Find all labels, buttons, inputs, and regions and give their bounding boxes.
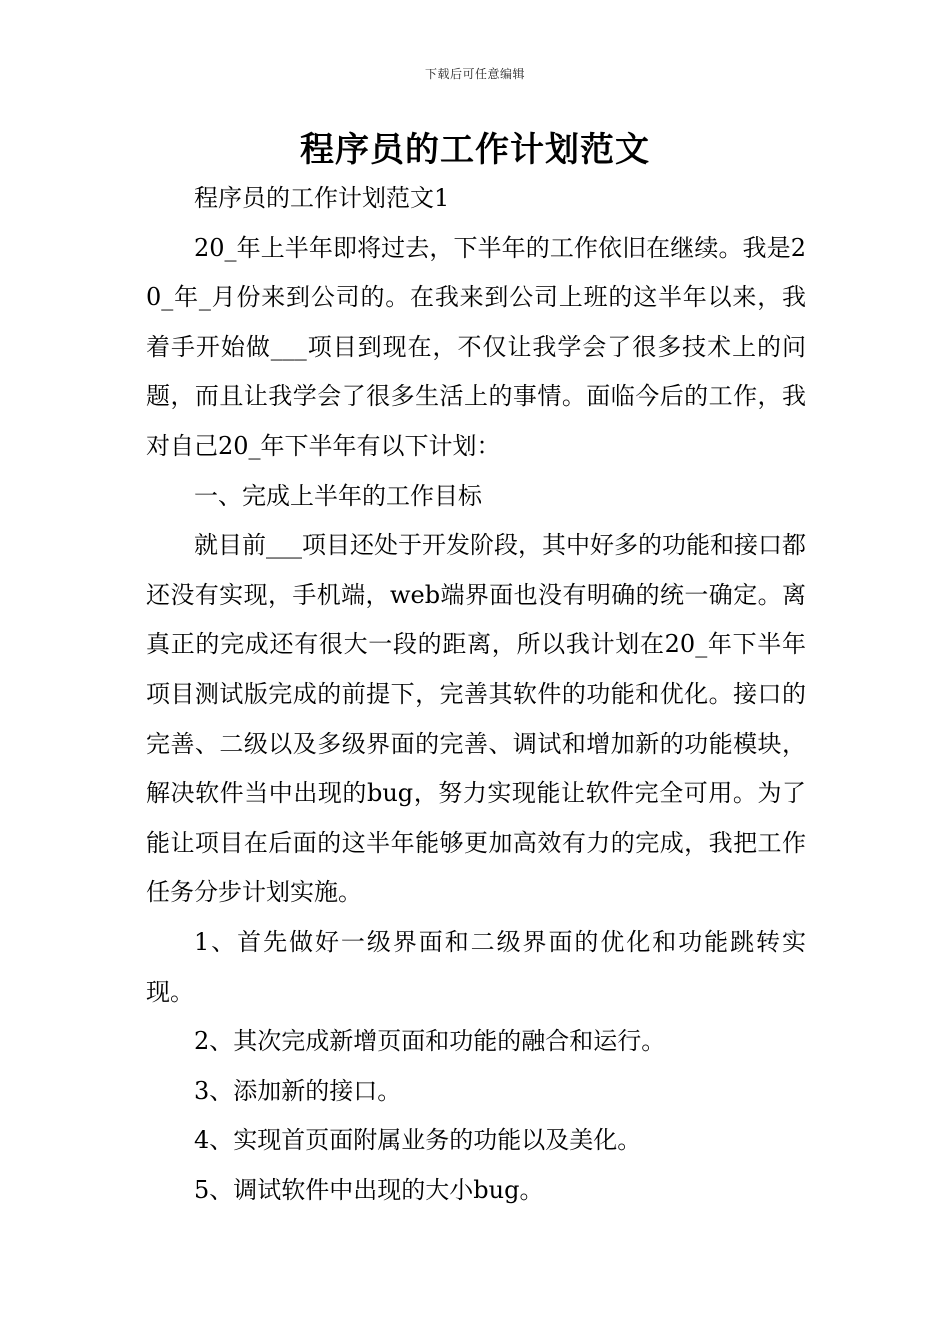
header-note: 下载后可任意编辑 — [424, 67, 525, 81]
paragraph-detail: 就目前___项目还处于开发阶段，其中好多的功能和接口都还没有实现，手机端，web端界面也没有明确的统一确定。离真正的完成还有很大一段的距离，所以我计划在20_年下半年项目测试版完成的前提下，完善其软件的功能和优化。接口的完善、二级以及多级界面的完善、调试和增加新的功能模块，解决软件当中出现的bug，努力实现能让软件完全可用。为了能让项目在后面的这半年能够更加高效有力的完成，我把工作任务分步计划实施。 — [146, 531, 806, 907]
list-item: 2、其次完成新增页面和功能的融合和运行。 — [194, 1027, 666, 1056]
document-body — [146, 174, 806, 1215]
list-item: 5、调试软件中出现的大小bug。 — [194, 1175, 544, 1204]
section-subheading: 一、完成上半年的工作目标 — [194, 481, 482, 510]
paragraph-intro: 20_年上半年即将过去，下半年的工作依旧在继续。我是20_年_月份来到公司的。在我来到公司上班的这半年以来，我着手开始做___项目到现在，不仅让我学会了很多技术上的问题，而且让我学会了很多生活上的事情。面临今后的工作，我对自己20_年下半年有以下计划： — [146, 233, 806, 460]
list-item: 3、添加新的接口。 — [194, 1076, 402, 1105]
list-item: 1、首先做好一级界面和二级界面的优化和功能跳转实现。 — [146, 927, 806, 1006]
document-title: 程序员的工作计划范文 — [300, 130, 650, 170]
list-item: 4、实现首页面附属业务的功能以及美化。 — [194, 1126, 642, 1155]
section-heading: 程序员的工作计划范文1 — [194, 184, 450, 212]
